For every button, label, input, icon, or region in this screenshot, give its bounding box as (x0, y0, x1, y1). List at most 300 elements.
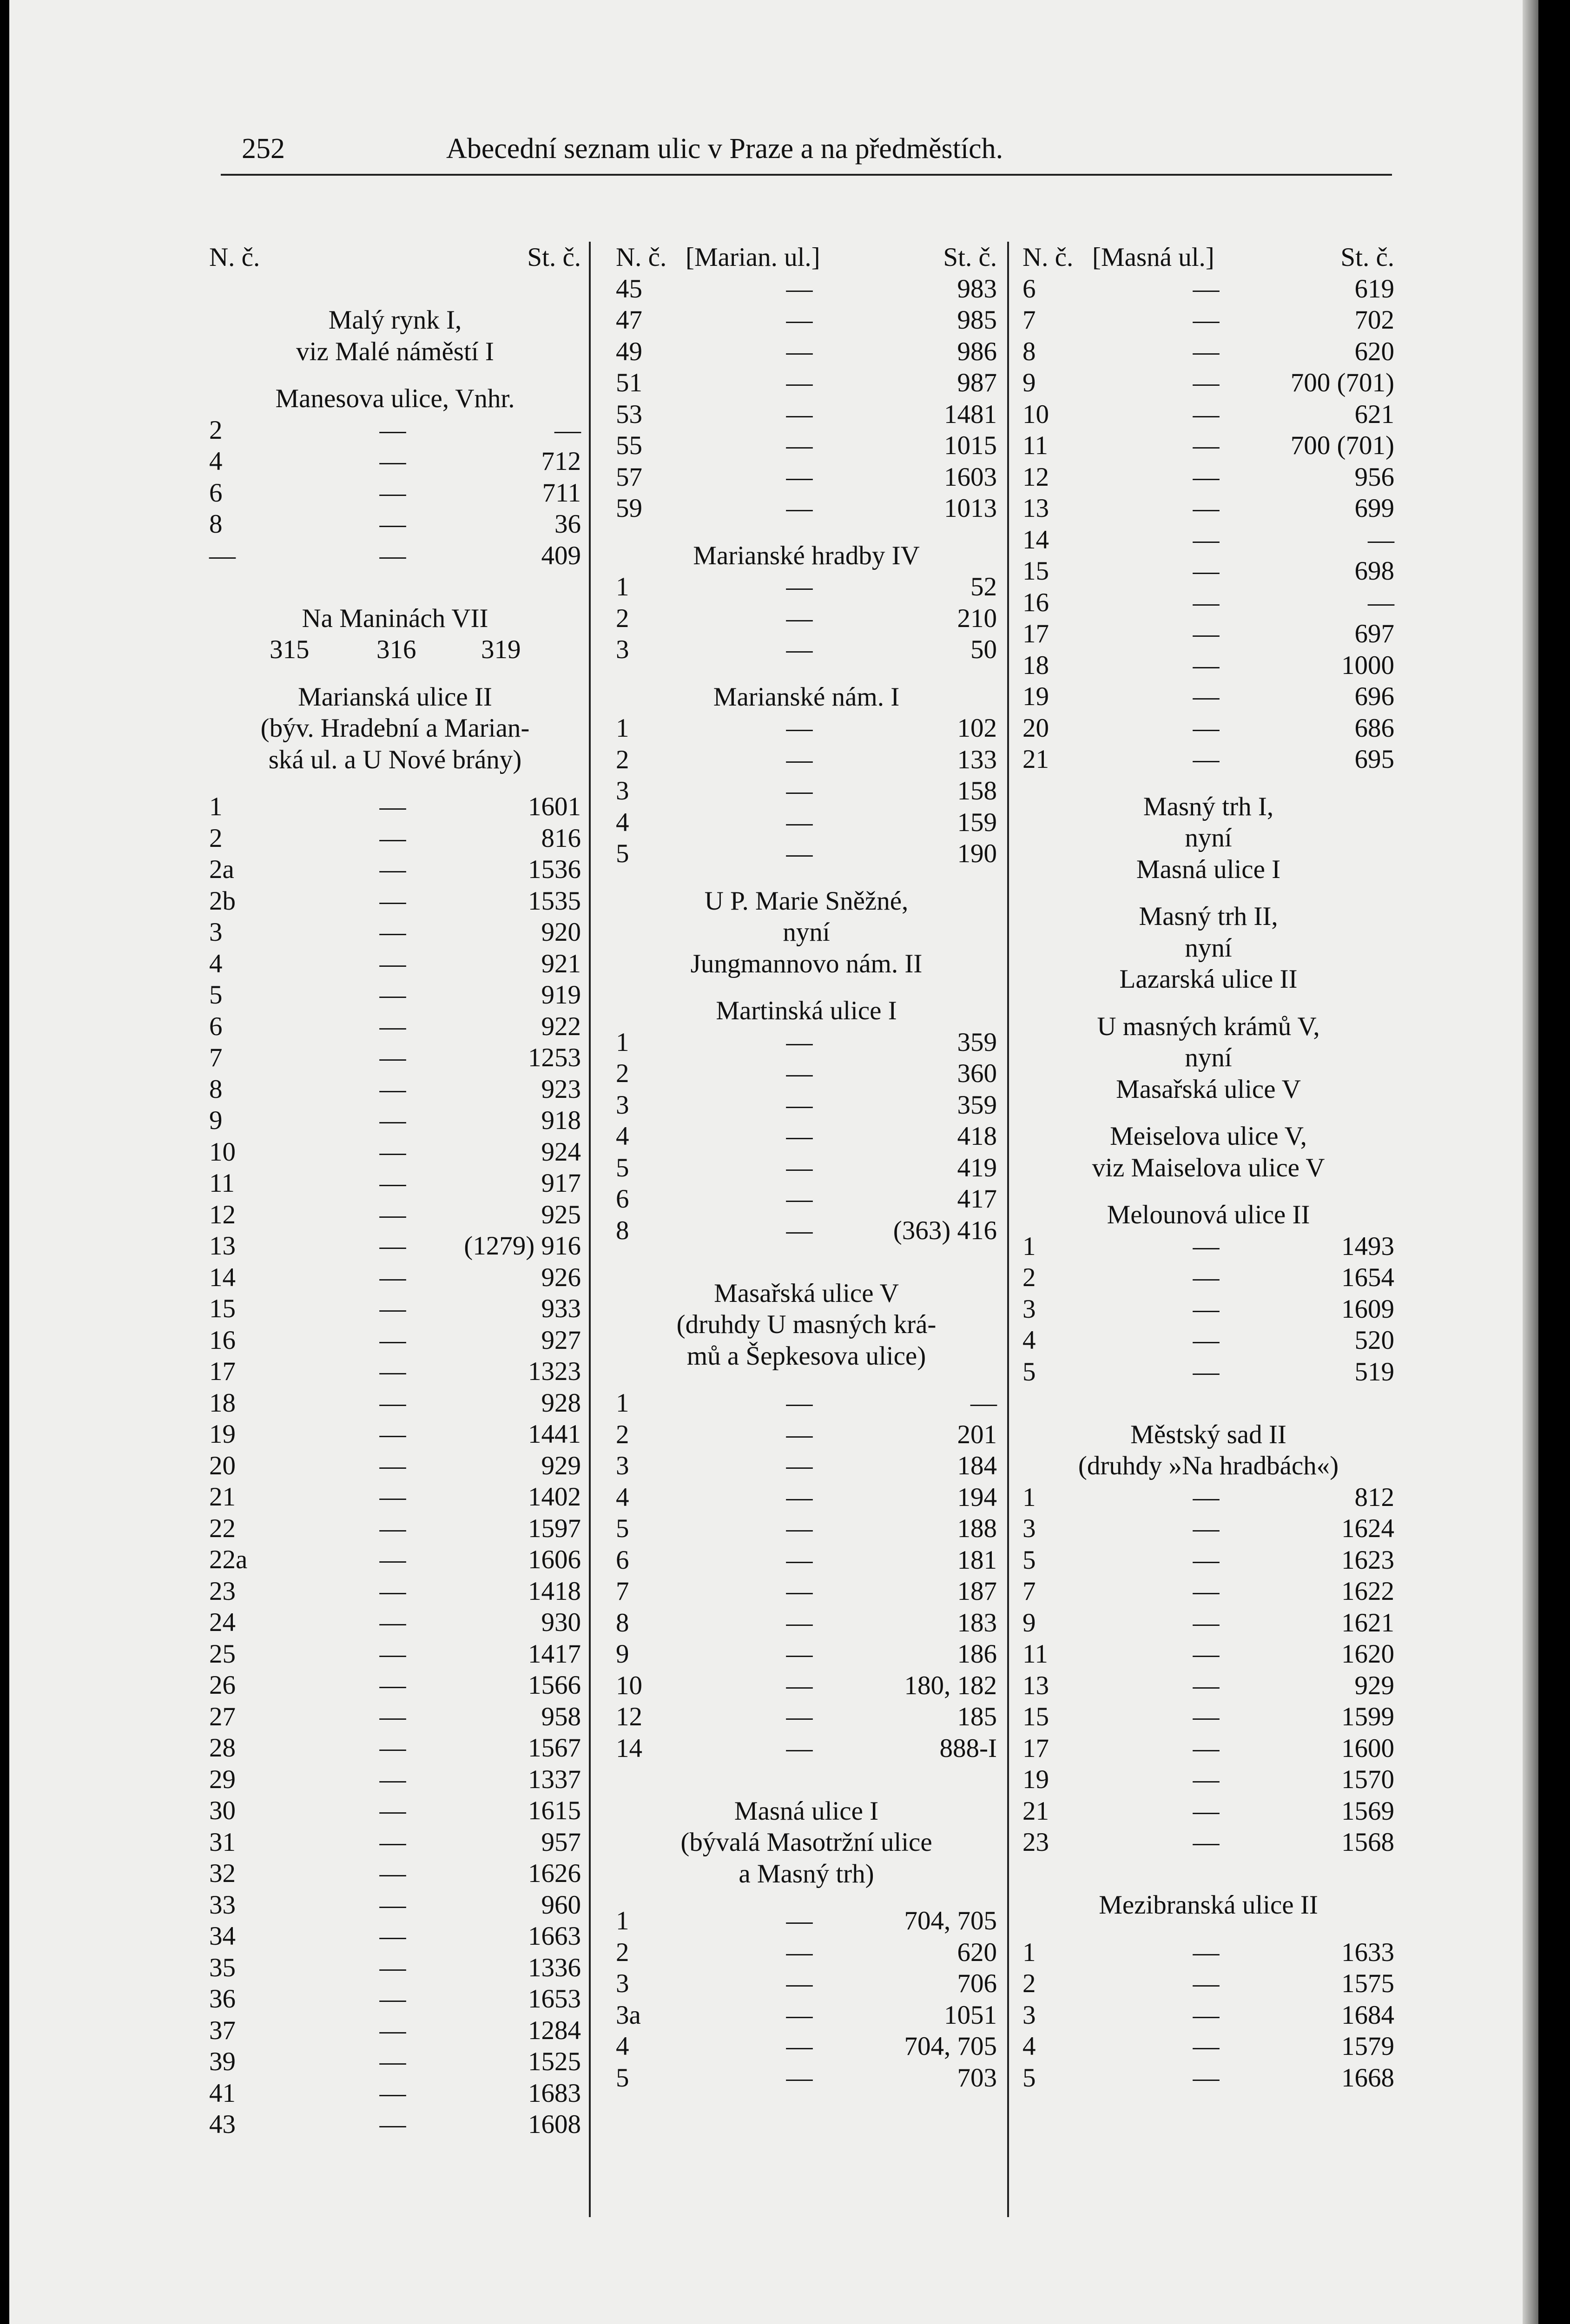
registry-number: 1493 (1341, 1231, 1394, 1261)
registry-number: 1603 (944, 462, 997, 492)
registry-number: 185 (957, 1702, 997, 1731)
registry-number: 1569 (1341, 1796, 1394, 1826)
table-row (1022, 430, 1394, 462)
table-row (1022, 1733, 1394, 1764)
registry-number: 697 (1354, 619, 1394, 648)
row-dash: — (1193, 1828, 1220, 1857)
house-number: 13 (209, 1231, 236, 1261)
registry-number: 1683 (528, 2078, 581, 2108)
registry-number: 960 (541, 1890, 581, 1920)
entry-title: Martinská ulice I (716, 996, 897, 1025)
house-number: 11 (209, 1169, 235, 1198)
house-number: 12 (616, 1702, 642, 1731)
house-number: 16 (209, 1325, 236, 1355)
registry-number: (1279) 916 (464, 1231, 581, 1261)
registry-number: 958 (541, 1702, 581, 1731)
table-row (616, 367, 997, 399)
house-number: 6 (209, 1011, 223, 1041)
house-number: 4 (1022, 1326, 1036, 1355)
table-row (1022, 1576, 1394, 1607)
entry-now: nyní (1185, 823, 1232, 852)
house-number: 43 (209, 2110, 236, 2139)
registry-number: 409 (541, 541, 581, 570)
table-row (1022, 1764, 1394, 1796)
house-number: 51 (616, 368, 642, 397)
entry-title: Marianské hradby IV (693, 541, 920, 570)
registry-number: 924 (541, 1137, 581, 1167)
entry-title: Masařská ulice V (714, 1278, 899, 1308)
house-number: 9 (209, 1106, 223, 1135)
house-number: 5 (616, 1153, 629, 1182)
registry-number: 1600 (1341, 1733, 1394, 1763)
row-dash: — (1193, 305, 1220, 335)
row-dash: — (379, 2110, 406, 2139)
registry-number: 888-I (939, 1733, 997, 1763)
row-dash: — (786, 1733, 813, 1763)
table-row (209, 1921, 581, 1952)
table-row (1022, 1607, 1394, 1639)
registry-number: 417 (957, 1184, 997, 1214)
house-number: 15 (1022, 1702, 1049, 1731)
entry-title: Malý rynk I, (328, 305, 462, 335)
table-row (209, 1544, 581, 1576)
house-number: 6 (616, 1545, 629, 1575)
registry-number: 1567 (528, 1733, 581, 1763)
registry-number: 1597 (528, 1513, 581, 1543)
row-dash: — (379, 1827, 406, 1857)
house-number: 30 (209, 1796, 236, 1825)
house-number: 14 (209, 1262, 236, 1292)
house-number: 2 (616, 745, 629, 774)
table-row (616, 603, 997, 634)
house-number: 26 (209, 1670, 236, 1700)
table-row (616, 399, 997, 430)
row-dash: — (379, 1043, 406, 1072)
registry-number: 930 (541, 1608, 581, 1637)
house-number: 35 (209, 1953, 236, 1982)
registry-number: 925 (541, 1200, 581, 1229)
entry-new: Jungmannovo nám. II (690, 949, 923, 978)
table-row (1022, 1325, 1394, 1356)
table-row (1022, 2000, 1394, 2031)
table-row (1022, 1638, 1394, 1670)
row-dash: — (1193, 1765, 1220, 1794)
row-dash: — (379, 886, 406, 916)
row-dash: — (1193, 494, 1220, 523)
table-row (616, 1545, 997, 1576)
row-dash: — (1193, 682, 1220, 711)
house-number: 11 (1022, 1639, 1048, 1669)
house-number: 7 (1022, 305, 1036, 335)
registry-number: 700 (701) (1290, 368, 1394, 397)
house-number: 20 (1022, 713, 1049, 743)
table-row (1022, 367, 1394, 399)
row-dash: — (379, 1513, 406, 1543)
row-dash: — (1193, 2032, 1220, 2061)
registry-number: 1015 (944, 431, 997, 460)
house-number: 4 (616, 807, 629, 837)
row-dash: — (379, 792, 406, 821)
table-row (616, 1607, 997, 1639)
registry-number: 704, 705 (904, 1906, 997, 1935)
mestsky-sad-rows (1022, 1482, 1394, 1858)
registry-number: 1000 (1341, 650, 1394, 680)
house-number: 22a (209, 1545, 248, 1574)
row-dash: — (379, 1325, 406, 1355)
registry-number: 1336 (528, 1953, 581, 1982)
house-number: 37 (209, 2015, 236, 2045)
value: 315 (270, 635, 310, 664)
house-number: 2a (209, 855, 234, 884)
house-number: 3 (616, 1451, 629, 1480)
row-dash: — (1193, 337, 1220, 366)
row-dash: — (786, 337, 813, 366)
table-row (209, 1293, 581, 1325)
row-dash: — (1193, 1796, 1220, 1826)
registry-number: 1284 (528, 2015, 581, 2045)
header-right: St. č. (1340, 243, 1394, 272)
entry-note: ská ul. a U Nové brány) (268, 745, 522, 774)
row-dash: — (786, 2000, 813, 2030)
table-row (209, 1262, 581, 1294)
table-row (616, 634, 997, 666)
row-dash: — (379, 1984, 406, 2014)
table-row (209, 1325, 581, 1356)
row-dash: — (786, 368, 813, 397)
house-number: 5 (1022, 1357, 1036, 1386)
table-row (1022, 2062, 1394, 2094)
house-number: 25 (209, 1639, 236, 1669)
row-dash: — (1193, 1294, 1220, 1324)
row-dash: — (786, 1027, 813, 1057)
registry-number: 923 (541, 1074, 581, 1104)
house-number: 5 (616, 839, 629, 868)
table-row (616, 1733, 997, 1764)
registry-number: 1653 (528, 1984, 581, 2014)
table-row (1022, 618, 1394, 650)
header-mid: [Masná ul.] (1092, 243, 1214, 272)
registry-number: 133 (957, 745, 997, 774)
table-row (209, 415, 581, 446)
entry-now: nyní (1185, 1043, 1232, 1072)
registry-number: 985 (957, 305, 997, 335)
row-dash: — (1193, 525, 1220, 555)
row-dash: — (379, 1231, 406, 1261)
page-title: Abecední seznam ulic v Praze a na předměstích. (446, 133, 1003, 165)
house-number: 6 (616, 1184, 629, 1214)
house-number: 1 (209, 792, 223, 821)
registry-number: 711 (542, 478, 581, 508)
house-number: 3 (616, 776, 629, 805)
house-number: 47 (616, 305, 642, 335)
house-number: 17 (209, 1357, 236, 1386)
house-number: 8 (1022, 337, 1036, 366)
row-dash: — (786, 399, 813, 429)
house-number: 2 (616, 1059, 629, 1088)
house-number: 36 (209, 1984, 236, 2014)
row-dash: — (379, 1859, 406, 1888)
table-row (616, 1450, 997, 1482)
registry-number: 1633 (1341, 1937, 1394, 1967)
table-row (209, 791, 581, 823)
entry-title: U P. Marie Sněžné, (704, 886, 909, 916)
house-number: 8 (616, 1215, 629, 1245)
registry-number: 210 (957, 603, 997, 633)
table-row (616, 1701, 997, 1733)
house-number: 15 (1022, 556, 1049, 586)
table-row (1022, 524, 1394, 556)
table-row (209, 948, 581, 980)
table-row (616, 273, 997, 305)
table-row (616, 1387, 997, 1419)
table-row (616, 493, 997, 524)
row-dash: — (379, 1890, 406, 1920)
house-number: 16 (1022, 588, 1049, 617)
registry-number: 36 (554, 509, 581, 539)
table-row (1022, 1968, 1394, 2000)
house-number: 13 (1022, 1670, 1049, 1700)
row-dash: — (1193, 1577, 1220, 1606)
registry-number: 921 (541, 949, 581, 978)
registry-number: 1536 (528, 855, 581, 884)
table-row (1022, 1262, 1394, 1294)
house-number: 14 (616, 1733, 642, 1763)
registry-number: 700 (701) (1290, 431, 1394, 460)
house-number: 5 (1022, 1545, 1036, 1575)
house-number: 31 (209, 1827, 236, 1857)
row-dash: — (379, 415, 406, 445)
house-number: 4 (209, 447, 223, 476)
row-dash: — (786, 1184, 813, 1214)
table-row (209, 1827, 581, 1858)
row-dash: — (786, 635, 813, 664)
entry-new: Lazarská ulice II (1119, 964, 1298, 994)
row-dash: — (1193, 1482, 1220, 1512)
table-row (616, 336, 997, 368)
row-dash: — (1193, 1733, 1220, 1763)
house-number: 9 (1022, 368, 1036, 397)
registry-number: 917 (541, 1169, 581, 1198)
house-number: 5 (1022, 2063, 1036, 2093)
registry-number: 1418 (528, 1576, 581, 1606)
house-number: 24 (209, 1608, 236, 1637)
row-dash: — (786, 1388, 813, 1418)
registry-number: 920 (541, 918, 581, 947)
row-dash: — (1193, 2000, 1220, 2030)
row-dash: — (786, 1451, 813, 1480)
registry-number: 1654 (1341, 1263, 1394, 1292)
page-number: 252 (242, 133, 285, 165)
table-row (616, 744, 997, 776)
registry-number: 1566 (528, 1670, 581, 1700)
registry-number: 1626 (528, 1859, 581, 1888)
registry-number: 1570 (1341, 1765, 1394, 1794)
row-dash: — (1193, 1263, 1220, 1292)
house-number: 22 (209, 1513, 236, 1543)
entry-note: (býv. Hradební a Marian- (260, 713, 530, 743)
registry-number: 983 (957, 274, 997, 304)
row-dash: — (379, 1576, 406, 1606)
house-number: 14 (1022, 525, 1049, 555)
table-row (616, 430, 997, 462)
house-number: 4 (616, 1482, 629, 1512)
registry-number: 187 (957, 1577, 997, 1606)
house-number: 7 (616, 1577, 629, 1606)
row-dash: — (1193, 399, 1220, 429)
registry-number: (363) 416 (893, 1215, 997, 1245)
registry-number: 1609 (1341, 1294, 1394, 1324)
registry-number: 621 (1354, 399, 1394, 429)
row-dash: — (1193, 1357, 1220, 1386)
table-row (1022, 1356, 1394, 1388)
registry-number: 987 (957, 368, 997, 397)
registry-number: 1441 (528, 1419, 581, 1449)
row-dash: — (1193, 1326, 1220, 1355)
table-row (616, 1121, 997, 1152)
row-dash: — (786, 462, 813, 492)
row-dash: — (786, 1577, 813, 1606)
table-row (209, 2078, 581, 2109)
table-row (209, 1764, 581, 1796)
registry-number: 1253 (528, 1043, 581, 1072)
header-right: St. č. (943, 243, 997, 272)
registry-number: 1622 (1341, 1577, 1394, 1606)
registry-number: 704, 705 (904, 2032, 997, 2061)
registry-number: 816 (541, 823, 581, 853)
house-number: 10 (616, 1670, 642, 1700)
table-row (209, 1105, 581, 1136)
column-divider-2 (1007, 242, 1009, 2217)
row-dash: — (379, 1639, 406, 1669)
registry-number: 956 (1354, 462, 1394, 492)
house-number: 59 (616, 494, 642, 523)
table-row (209, 1356, 581, 1387)
table-row (616, 1638, 997, 1670)
row-dash: — (379, 1011, 406, 1041)
row-dash: — (786, 1639, 813, 1669)
row-dash: — (379, 1262, 406, 1292)
table-row (1022, 1827, 1394, 1858)
table-row (1022, 1796, 1394, 1827)
marianska-rows (209, 791, 581, 2140)
house-number: 2 (1022, 1263, 1036, 1292)
row-dash: — (1193, 556, 1220, 586)
house-number: 18 (209, 1388, 236, 1418)
row-dash: — (379, 1137, 406, 1167)
house-number: 3 (1022, 2000, 1036, 2030)
row-dash: — (786, 1608, 813, 1637)
row-dash: — (786, 1122, 813, 1151)
table-row (209, 1670, 581, 1701)
row-dash: — (786, 1059, 813, 1088)
registry-number: 712 (541, 447, 581, 476)
namesti-rows (616, 713, 997, 870)
entry-title: Městský sad II (1130, 1419, 1286, 1449)
table-row (616, 1152, 997, 1184)
house-number: 7 (1022, 1577, 1036, 1606)
table-row (209, 979, 581, 1011)
house-number: 2 (209, 415, 223, 445)
row-dash: — (786, 1937, 813, 1967)
registry-number: — (1368, 525, 1394, 555)
row-dash: — (786, 745, 813, 774)
house-number: 21 (1022, 745, 1049, 774)
row-dash: — (1193, 431, 1220, 460)
table-row (1022, 1937, 1394, 1968)
row-dash: — (786, 1419, 813, 1449)
column-header (1022, 242, 1394, 273)
marianska-cont-rows (616, 273, 997, 524)
row-dash: — (786, 1514, 813, 1543)
house-number: 23 (1022, 1828, 1049, 1857)
registry-number: 159 (957, 807, 997, 837)
registry-number: 619 (1354, 274, 1394, 304)
registry-number: 520 (1354, 1326, 1394, 1355)
table-row (616, 2031, 997, 2062)
hradby-rows (616, 571, 997, 666)
registry-number: 184 (957, 1451, 997, 1480)
entry-title: Mezibranská ulice II (1099, 1890, 1318, 1920)
registry-number: 190 (957, 839, 997, 868)
registry-number: 986 (957, 337, 997, 366)
table-row (616, 1215, 997, 1247)
row-dash: — (1193, 2063, 1220, 2093)
house-number: 15 (209, 1294, 236, 1323)
house-number: 1 (616, 713, 629, 743)
table-row (209, 1136, 581, 1168)
entry-title: U masných krámů V, (1097, 1011, 1320, 1041)
house-number: 7 (209, 1043, 223, 1072)
table-row (1022, 1513, 1394, 1545)
row-dash: — (1193, 1608, 1220, 1637)
row-dash: — (379, 1451, 406, 1480)
row-dash: — (379, 1357, 406, 1386)
table-row (209, 1230, 581, 1262)
table-row (616, 838, 997, 870)
registry-number: 702 (1354, 305, 1394, 335)
table-row (616, 713, 997, 744)
table-row (209, 1168, 581, 1199)
row-dash: — (379, 1074, 406, 1104)
table-row (209, 1481, 581, 1513)
row-dash: — (1193, 1639, 1220, 1669)
registry-number: 1615 (528, 1796, 581, 1825)
table-row (616, 462, 997, 493)
table-row (616, 1482, 997, 1513)
house-number: 1 (616, 1027, 629, 1057)
table-row (209, 917, 581, 948)
registry-number: 181 (957, 1545, 997, 1575)
house-number: 32 (209, 1859, 236, 1888)
melounova-rows (1022, 1231, 1394, 1388)
table-row (616, 2000, 997, 2031)
entry-see: viz Maiselova ulice V (1092, 1153, 1325, 1182)
house-number: 2 (616, 1937, 629, 1967)
registry-number: 620 (957, 1937, 997, 1967)
registry-number: 418 (957, 1122, 997, 1151)
table-row (209, 2015, 581, 2047)
table-row (616, 1089, 997, 1121)
row-dash: — (786, 1906, 813, 1935)
house-number: 5 (616, 1514, 629, 1543)
mezibranska-rows (1022, 1937, 1394, 2094)
house-number: 3 (616, 1090, 629, 1120)
registry-number: 1608 (528, 2110, 581, 2139)
registry-number: 686 (1354, 713, 1394, 743)
table-row (209, 1199, 581, 1231)
table-row (616, 1968, 997, 2000)
registry-number: 706 (957, 1969, 997, 1998)
